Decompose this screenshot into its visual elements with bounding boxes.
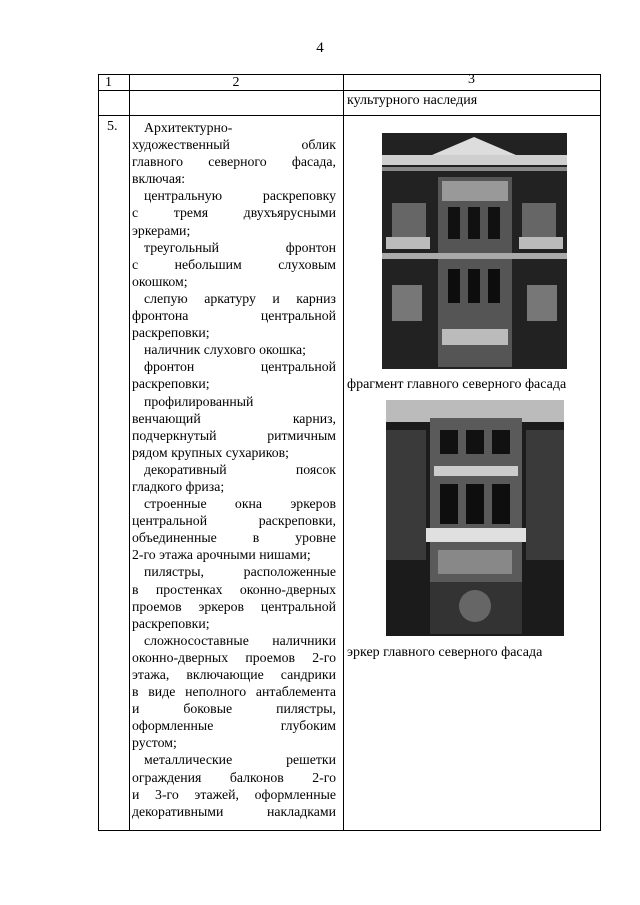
description-line: [132, 290, 336, 307]
description-line: [132, 546, 336, 563]
description-line: [132, 170, 336, 187]
description-word: 3-го: [155, 786, 179, 802]
description-word: этажей,: [194, 786, 239, 802]
description-line: [132, 427, 336, 444]
description-line: [132, 666, 336, 683]
description-word: 2-го: [312, 769, 336, 785]
description-line: [132, 222, 336, 239]
description-line: [132, 256, 336, 273]
description-word: центральную: [144, 188, 222, 204]
bay-window-photo: [386, 400, 564, 636]
description-line: [132, 324, 336, 341]
description-word: в: [252, 530, 260, 546]
description-line: [132, 119, 336, 136]
description-word: оконно-дверных: [132, 649, 229, 665]
description-line: [132, 153, 336, 170]
description-word: треугольный: [144, 239, 220, 255]
description-word: главного: [132, 154, 183, 170]
description-word: декоративный: [144, 461, 227, 477]
description-word: с: [132, 205, 139, 221]
description-word: раскреповки,: [258, 513, 336, 529]
description-word: пилястры,: [144, 564, 204, 580]
description-line: [132, 803, 336, 820]
description-line: [132, 751, 336, 768]
description-word: облик: [301, 137, 336, 153]
description-word: декоративными: [132, 803, 224, 819]
description-line: [132, 358, 336, 375]
description-word: фронтон: [285, 239, 336, 255]
description-line: [132, 529, 336, 546]
description-word: раскреповки;: [132, 615, 210, 631]
description-word: профилированный: [144, 393, 254, 409]
description-line: [132, 734, 336, 751]
description-word: накладками: [267, 803, 336, 819]
description-word: северного: [208, 154, 267, 170]
description-word: фасада,: [291, 154, 336, 170]
description-line: [132, 410, 336, 427]
description-word: простенках: [155, 581, 223, 597]
description-word: неполного: [185, 684, 247, 700]
header-divider: [99, 90, 600, 91]
description-line: [132, 649, 336, 666]
description-line: [132, 444, 336, 461]
description-line: [132, 307, 336, 324]
description-word: проемов: [132, 598, 182, 614]
description-word: наличник слуховго окошка;: [144, 342, 306, 358]
description-word: проемов: [245, 649, 295, 665]
description-word: включающие: [186, 667, 264, 682]
description-line: [132, 683, 336, 700]
description-word: эркеров: [198, 598, 245, 614]
column-divider: [343, 75, 344, 830]
description-line: [132, 204, 336, 221]
description-word: рустом;: [132, 735, 177, 751]
description-word: и: [132, 786, 140, 802]
description-word: окна: [234, 496, 263, 512]
description-word: поясок: [295, 461, 336, 477]
description-word: и: [272, 290, 280, 306]
photo-caption-2: эркер главного северного фасада: [347, 645, 543, 660]
description-word: фронтон: [144, 359, 195, 375]
description-line: [132, 769, 336, 786]
description-word: и: [132, 701, 140, 717]
description-word: 2-го: [312, 649, 336, 665]
description-line: [132, 239, 336, 256]
description-word: рядом крупных сухариков;: [132, 444, 289, 460]
description-cell: [132, 119, 336, 820]
description-line: [132, 717, 336, 734]
facade-fragment-photo: [382, 133, 567, 369]
description-word: карниз: [296, 290, 336, 306]
description-line: [132, 598, 336, 615]
description-line: [132, 615, 336, 632]
description-word: фронтона: [132, 308, 189, 324]
column-header-1: 1: [105, 75, 112, 90]
description-word: строенные: [144, 496, 207, 512]
page-number: 4: [316, 40, 324, 56]
description-word: аркатуру: [204, 290, 256, 306]
description-word: сложносоставные: [144, 632, 249, 648]
description-word: центральной: [132, 513, 208, 529]
description-word: слуховым: [278, 256, 336, 272]
description-word: в: [132, 684, 139, 700]
photo-caption-1: фрагмент главного северного фасада: [347, 377, 567, 392]
description-line: [132, 581, 336, 598]
heritage-table: [98, 74, 601, 831]
facade-fragment-image: [382, 133, 567, 369]
bay-window-image: [386, 400, 564, 636]
description-word: оконно-дверных: [239, 581, 336, 597]
description-word: гладкого фриза;: [132, 478, 225, 494]
description-word: небольшим: [174, 256, 242, 272]
description-word: решетки: [286, 752, 336, 768]
description-word: карниз,: [292, 410, 336, 426]
description-word: эркерами;: [132, 222, 191, 238]
description-word: 2-го этажа арочными нишами;: [132, 547, 311, 563]
description-line: [132, 700, 336, 717]
description-word: центральной: [260, 359, 336, 375]
description-word: оформленные: [132, 718, 214, 734]
description-word: металлические: [144, 752, 233, 768]
description-line: [132, 461, 336, 478]
description-line: [132, 187, 336, 204]
description-word: раскреповки;: [132, 325, 210, 341]
description-word: центральной: [260, 598, 336, 614]
description-word: раскреповки;: [132, 376, 210, 392]
description-word: сандрики: [280, 667, 336, 682]
continued-cell-text: культурного наследия: [347, 93, 478, 108]
description-word: оформленные: [254, 786, 336, 802]
description-word: включая:: [132, 171, 186, 187]
description-word: объединенные: [132, 530, 217, 546]
description-word: пилястры,: [276, 701, 336, 717]
description-line: [132, 478, 336, 495]
description-word: боковые: [183, 701, 233, 717]
description-word: наличники: [272, 632, 336, 648]
description-line: [132, 495, 336, 512]
description-word: расположенные: [243, 564, 336, 580]
description-word: центральной: [260, 308, 336, 324]
description-word: виде: [148, 684, 176, 700]
description-line: [132, 563, 336, 580]
description-word: подчеркнутый: [132, 427, 217, 443]
description-line: [132, 273, 336, 290]
description-word: антаблемента: [255, 684, 336, 700]
description-word: Архитектурно-: [144, 120, 233, 135]
column-header-2: 2: [232, 75, 240, 90]
description-word: этажа,: [132, 667, 170, 682]
description-word: уровне: [295, 530, 336, 546]
description-line: [132, 786, 336, 803]
description-word: ритмичным: [267, 427, 336, 443]
description-word: с: [132, 256, 139, 272]
description-word: раскреповку: [262, 188, 336, 204]
description-line: [132, 341, 336, 358]
description-word: венчающий: [132, 410, 201, 426]
description-line: [132, 512, 336, 529]
column-header-3: 3: [468, 72, 475, 87]
description-word: окошком;: [132, 273, 188, 289]
description-line: [132, 393, 336, 410]
description-word: в: [132, 581, 139, 597]
description-word: двухъярусными: [243, 205, 336, 221]
description-word: художественный: [132, 137, 230, 153]
description-line: [132, 375, 336, 392]
description-word: балконов: [229, 769, 284, 785]
row-number: 5.: [107, 119, 118, 134]
description-line: [132, 136, 336, 153]
description-word: эркеров: [290, 496, 336, 512]
row-divider: [99, 115, 600, 116]
description-word: тремя: [173, 205, 209, 221]
description-word: слепую: [144, 290, 188, 306]
description-line: [132, 632, 336, 649]
column-divider: [129, 75, 130, 830]
description-word: глубоким: [280, 718, 336, 734]
description-word: ограждения: [132, 769, 202, 785]
